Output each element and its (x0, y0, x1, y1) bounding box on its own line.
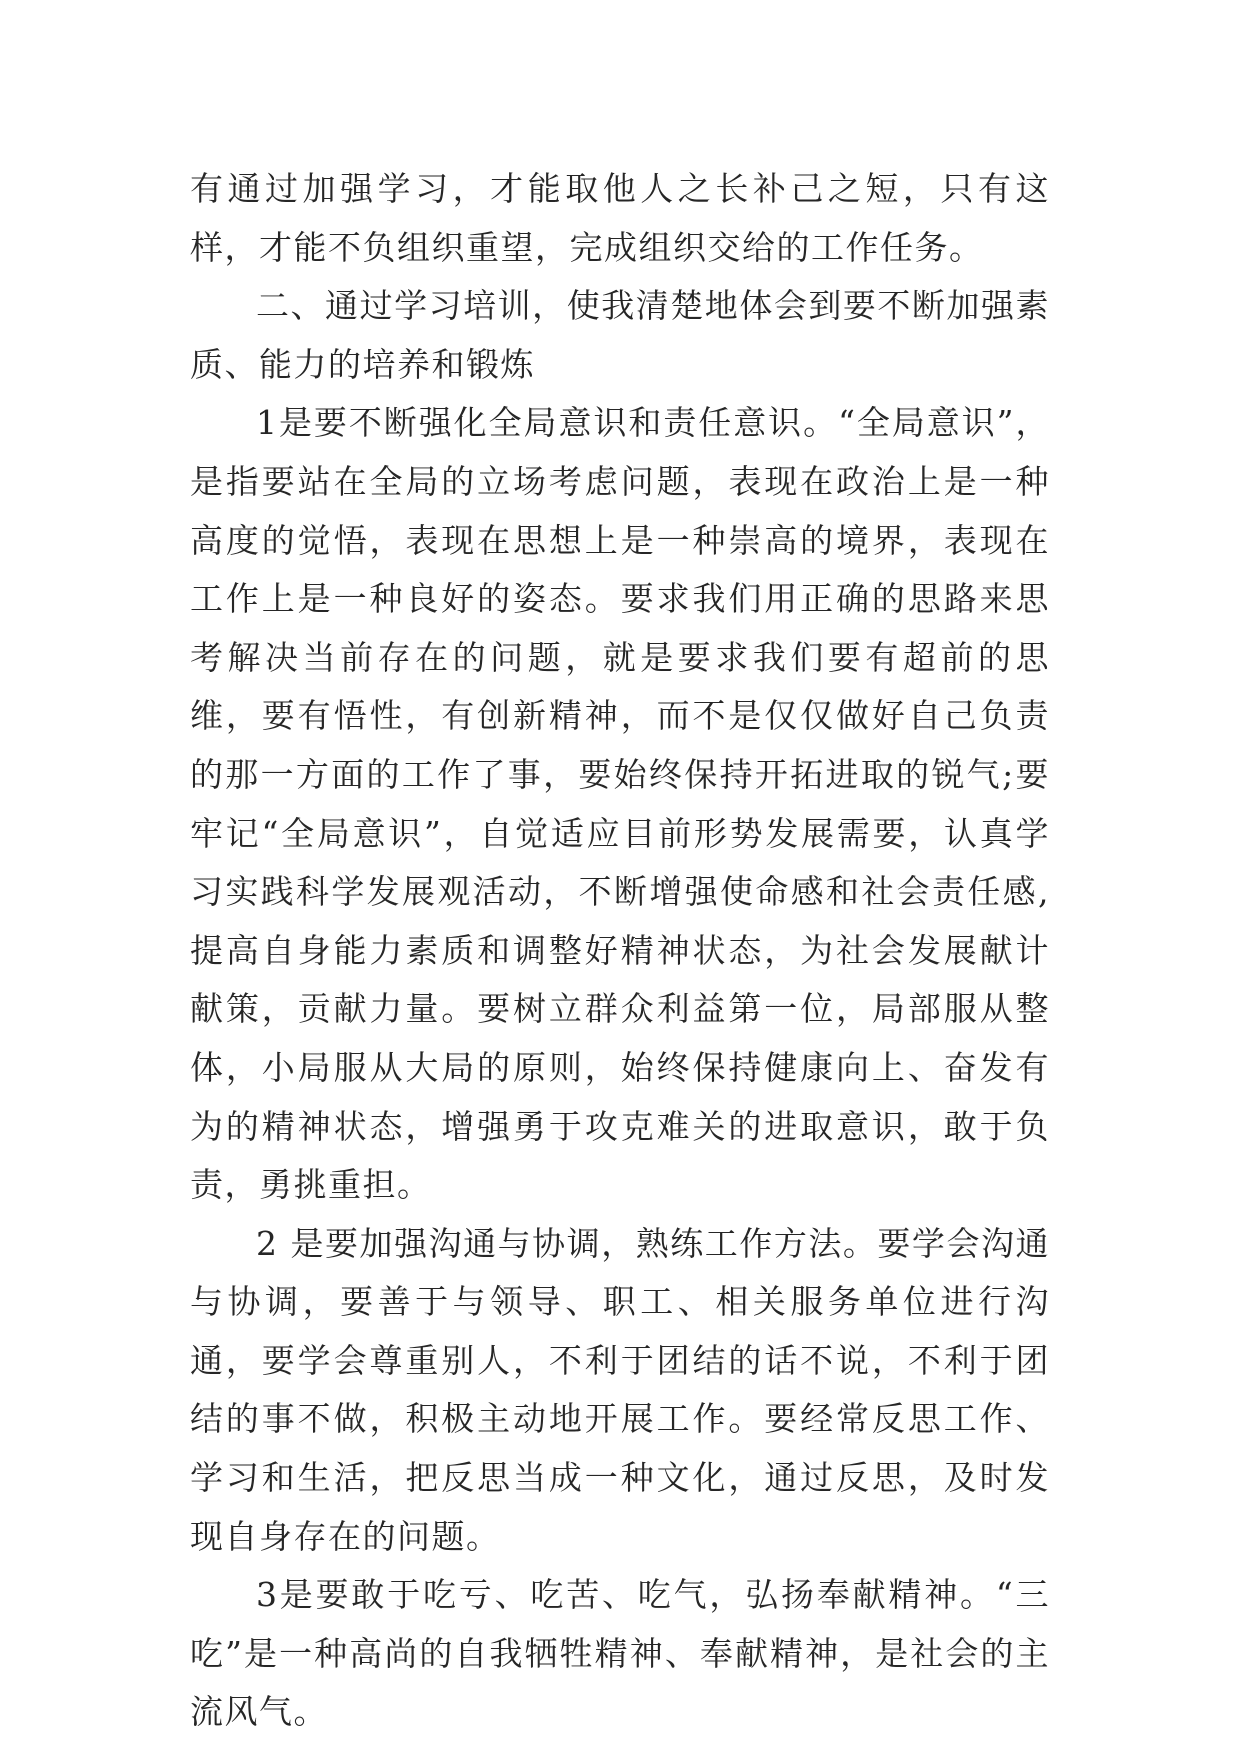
paragraph-continuation: 有通过加强学习，才能取他人之长补己之短，只有这样，才能不负组织重望，完成组织交给的工作任务。 (190, 169, 1050, 267)
paragraph-point-3: 3是要敢于吃亏、吃苦、吃气，弘扬奉献精神。“三吃”是一种高尚的自我牺牲精神、奉献精神，是社会的主流风气。 (190, 1575, 1050, 1732)
paragraph-point-1: 1是要不断强化全局意识和责任意识。“全局意识”，是指要站在全局的立场考虑问题，表现在政治上是一种高度的觉悟，表现在思想上是一种崇高的境界，表现在工作上是一种良好的姿态。要求我们用正确的思路来思考解决当前存在的问题，就是要求我们要有超前的思维，要有悟性，有创新精神，而不是仅仅做好自己负责的那一方面的工作了事，要始终保持开拓进取的锐气;要牢记“全局意识”，自觉适应目前形势发展需要，认真学习实践科学发展观活动，不断增强使命感和社会责任感,提高自身能力素质和调整好精神状态，为社会发展献计献策，贡献力量。要树立群众利益第一位，局部服从整体，小局服从大局的原则，始终保持健康向上、奋发有为的精神状态，增强勇于攻克难关的进取意识，敢于负责，勇挑重担。 (190, 403, 1050, 1205)
section-heading-two: 二、通过学习培训，使我清楚地体会到要不断加强素质、能力的培养和锻炼 (190, 286, 1050, 384)
document-body (190, 160, 1050, 1742)
paragraph-point-2: 2 是要加强沟通与协调，熟练工作方法。要学会沟通与协调，要善于与领导、职工、相关服务单位进行沟通，要学会尊重别人，不利于团结的话不说，不利于团结的事不做，积极主动地开展工作。要经常反思工作、学习和生活，把反思当成一种文化，通过反思，及时发现自身存在的问题。 (190, 1223, 1050, 1556)
